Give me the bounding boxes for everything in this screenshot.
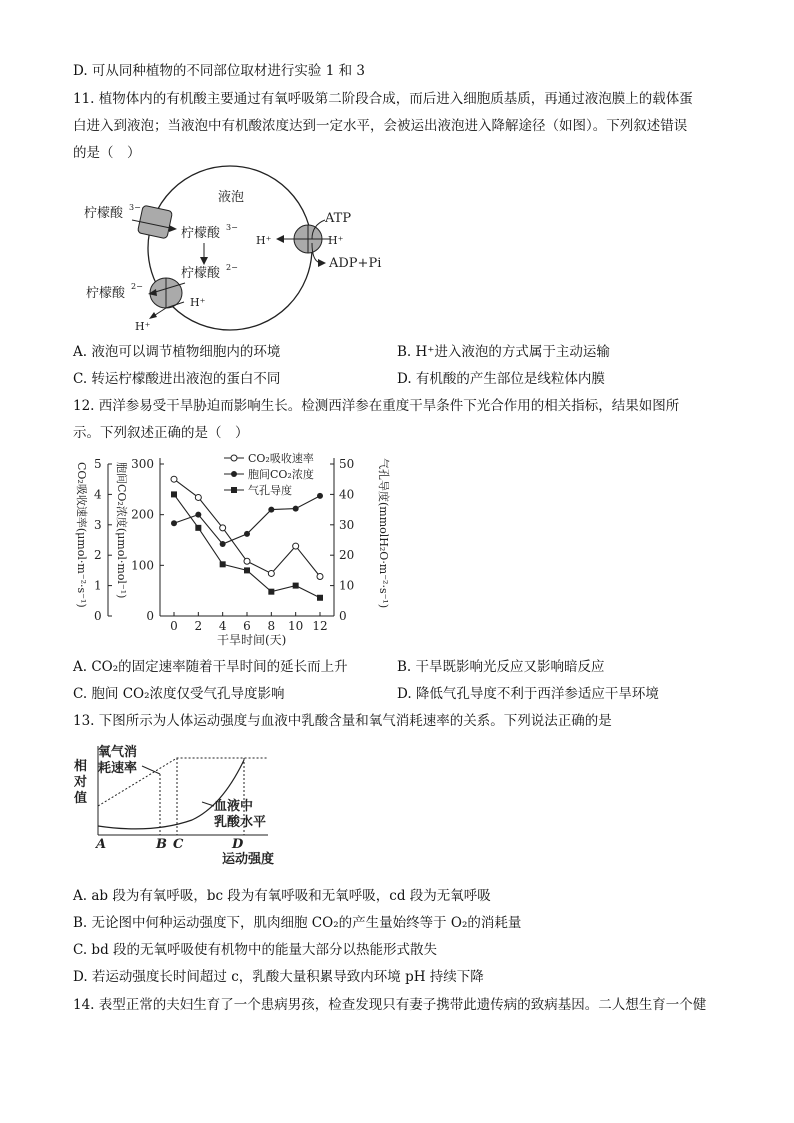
x-tick-label: 0 [170,619,178,633]
vacuole-label: 液泡 [218,190,245,205]
right-tick-label: 10 [339,578,355,593]
series-point-1 [244,531,250,537]
chart-legend [224,451,314,497]
citrate2-in-label: 柠檬酸 [181,266,221,281]
svg-text:A: A [96,837,107,852]
q13-option-c[interactable]: C. bd 段的无氧呼吸使有机物中的能量大部分以热能形式散失 [73,942,438,958]
x-tick-label: 12 [312,619,328,633]
citrate2-out-label: 柠檬酸 [86,286,126,301]
q12-option-d[interactable]: D. 降低气孔导度不利于西洋参适应干旱环境 [397,686,659,702]
series-point-1 [268,507,274,513]
vacuole-diagram [80,165,400,335]
svg-text:乳酸水平: 乳酸水平 [214,815,267,830]
citrate3-out-label: 柠檬酸 [84,206,124,221]
svg-text:H⁺: H⁺ [135,320,151,333]
series-point-2 [220,561,226,567]
svg-text:值: 值 [74,791,88,806]
svg-text:血液中: 血液中 [214,799,254,814]
svg-text:C: C [173,837,184,852]
q11-option-c[interactable]: C. 转运柠檬酸进出液泡的蛋白不同 [73,371,281,387]
legend-ci: 胞间CO₂浓度 [248,468,314,481]
svg-text:D: D [232,837,244,852]
q12-option-a[interactable]: A. CO₂的固定速率随着干旱时间的延长而上升 [73,659,348,675]
svg-text:2−: 2− [131,282,143,291]
q13-option-b[interactable]: B. 无论图中何种运动强度下，肌肉细胞 CO₂的产生量始终等于 O₂的消耗量 [73,915,522,931]
svg-text:相: 相 [74,759,88,774]
series-point-2 [244,567,250,573]
series-point-0 [317,573,323,579]
adp-label: ADP+Pi [329,256,382,271]
left1-tick-label: 0 [94,609,102,623]
series-point-1 [317,493,323,499]
q11-stem-line3: 的是（ ） [73,145,141,161]
q12-option-c[interactable]: C. 胞间 CO₂浓度仅受气孔导度影响 [73,686,285,702]
svg-text:B: B [156,837,167,852]
atp-label: ATP [325,211,352,226]
series-point-2 [171,491,177,497]
right-tick-label: 0 [339,609,347,623]
x-tick-label: 2 [194,619,203,633]
x-tick-label: 10 [288,619,304,633]
citrate3-in-label: 柠檬酸 [181,226,221,241]
exercise-x-label: 运动强度 [222,852,275,867]
left1-tick-label: 1 [94,578,102,593]
y-axis-label-gs: 气孔导度(mmolH₂O·m⁻²·s⁻¹) [377,458,390,609]
series-point-2 [268,589,274,595]
series-point-2 [195,525,201,531]
q12-stem-line2: 示。下列叙述正确的是（ ） [73,425,249,441]
q11-option-a[interactable]: A. 液泡可以调节植物细胞内的环境 [73,344,281,360]
series-point-0 [171,476,177,482]
q12-option-b[interactable]: B. 干旱既影响光反应又影响暗反应 [397,659,605,675]
right-tick-label: 50 [339,457,355,471]
x-tick-label: 6 [243,619,251,633]
q11-option-d[interactable]: D. 有机酸的产生部位是线粒体内膜 [397,371,605,387]
series-point-0 [220,525,226,531]
series-point-1 [293,506,299,512]
q13-stem: 13. 下图所示为人体运动强度与血液中乳酸含量和氧气消耗速率的关系。下列说法正确的是 [73,713,612,729]
series-point-0 [268,570,274,576]
series-point-0 [195,494,201,500]
series-point-2 [317,595,323,601]
svg-text:H⁺: H⁺ [328,234,344,247]
svg-text:3−: 3− [226,223,238,232]
left1-tick-label: 5 [94,457,102,471]
svg-text:对: 对 [74,775,88,790]
left1-tick-label: 4 [94,487,102,502]
drought-chart [72,448,412,650]
svg-text:H⁺: H⁺ [190,296,206,309]
left1-tick-label: 2 [94,548,102,563]
y-axis-label-co2-rate: CO₂吸收速率(μmol·m⁻²·s⁻¹) [75,462,88,608]
x-tick-label: 4 [218,619,227,633]
series-point-1 [195,512,201,518]
series-point-1 [220,541,226,547]
svg-text:氧气消: 氧气消 [98,745,138,760]
q13-option-d[interactable]: D. 若运动强度长时间超过 c，乳酸大量积累导致内环境 pH 持续下降 [73,969,484,985]
series-point-0 [293,543,299,549]
y-axis-label-ci: 胞间CO₂浓度(μmol·mol⁻¹) [115,462,128,599]
svg-text:耗速率: 耗速率 [98,761,138,776]
x-tick-label: 8 [267,619,276,633]
legend-gs: 气孔导度 [248,484,292,497]
q13-option-a[interactable]: A. ab 段为有氧呼吸，bc 段为有氧呼吸和无氧呼吸，cd 段为无氧呼吸 [73,888,491,904]
q14-stem-line1: 14. 表型正常的夫妇生育了一个患病男孩，检查发现只有妻子携带此遗传病的致病基因。二人想生育一个健 [73,997,707,1013]
legend-co2-rate: CO₂吸收速率 [248,452,314,465]
series-point-0 [244,558,250,564]
x-axis-label: 干旱时间(天) [217,633,287,647]
q12-stem-line1: 12. 西洋参易受干旱胁迫而影响生长。检测西洋参在重度干旱条件下光合作用的相关指标，结果如图所 [73,398,680,414]
exercise-diagram [72,740,292,870]
right-tick-label: 30 [339,517,355,532]
q11-option-b[interactable]: B. H⁺进入液泡的方式属于主动运输 [397,344,610,360]
q11-stem-line2: 白进入到液泡；当液泡中有机酸浓度达到一定水平，会被运出液泡进入降解途径（如图）。下列叙述错误 [73,118,688,134]
left2-tick-label: 200 [131,507,154,522]
right-tick-label: 40 [339,487,355,502]
q10-option-d: D. 可从同种植物的不同部位取材进行实验 1 和 3 [73,63,365,79]
left1-tick-label: 3 [94,517,102,532]
left2-tick-label: 300 [131,457,154,471]
right-tick-label: 20 [339,548,355,563]
svg-text:3−: 3− [129,203,141,212]
q11-stem-line1: 11. 植物体内的有机酸主要通过有氧呼吸第二阶段合成，而后进入细胞质基质，再通过液泡膜上的载体蛋 [73,91,693,107]
series-point-1 [171,520,177,526]
series-point-2 [293,583,299,589]
svg-text:H⁺: H⁺ [256,234,272,247]
left2-tick-label: 100 [131,558,154,573]
left2-tick-label: 0 [146,609,154,623]
svg-text:2−: 2− [226,263,238,272]
